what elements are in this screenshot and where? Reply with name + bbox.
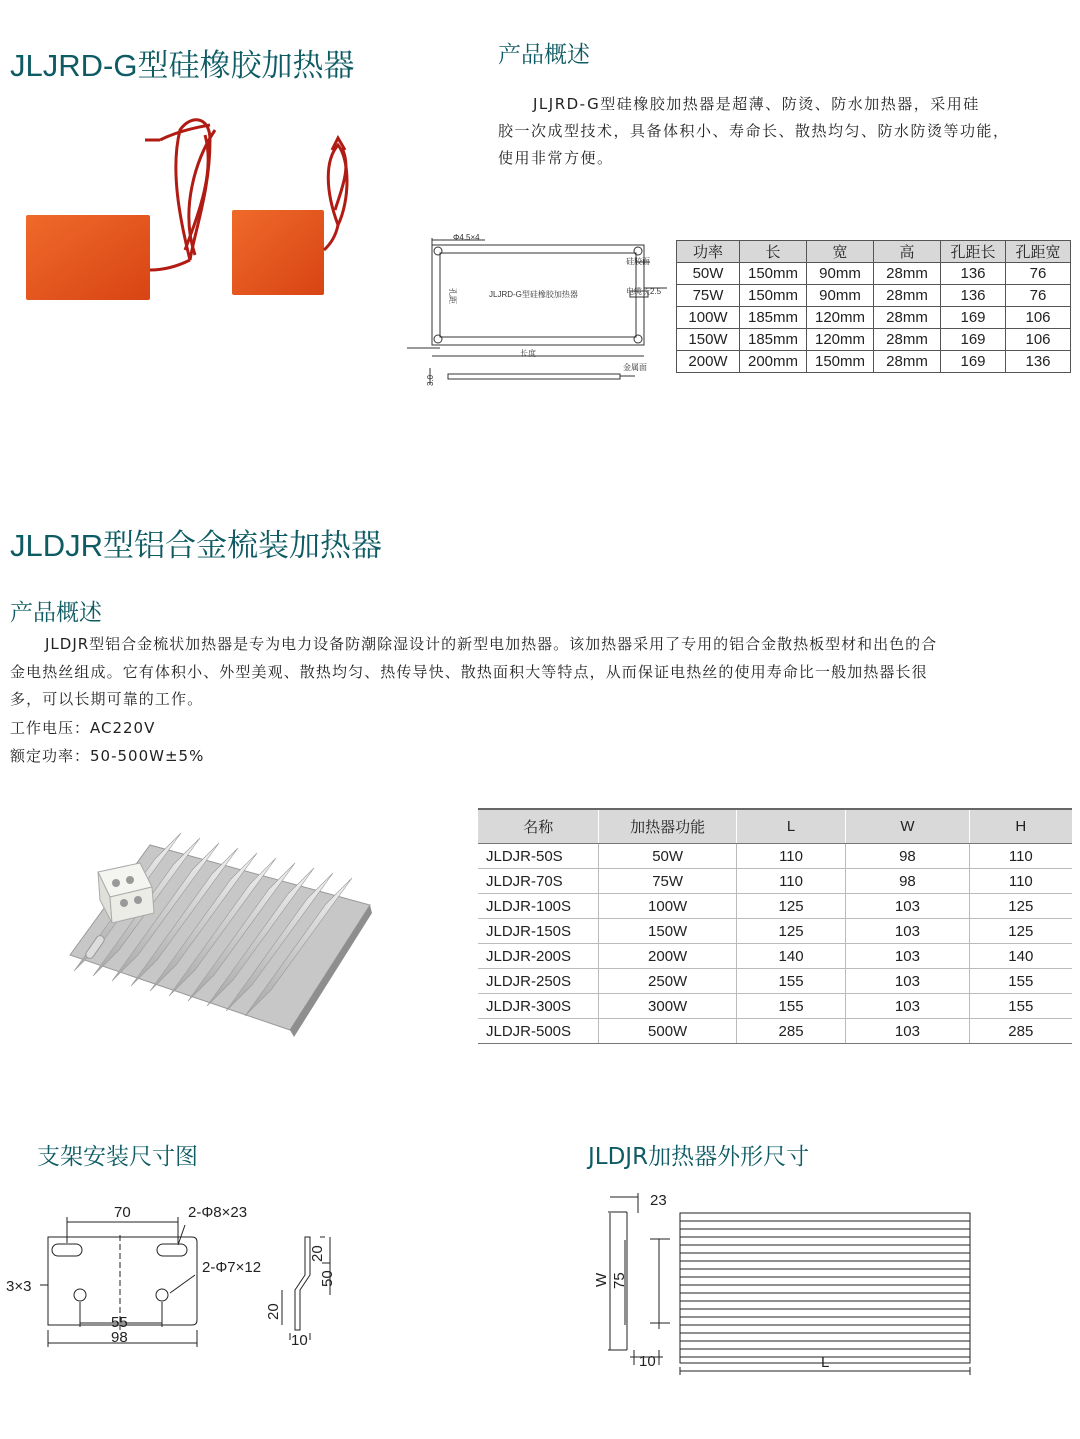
table-cell: 28mm [874,263,941,285]
outline-drawing [580,1185,980,1380]
table-cell: 155 [969,994,1072,1019]
section2-overview-line: 多，可以长期可靠的工作。 [10,690,204,708]
table-row [677,307,1071,329]
table-cell: 75W [599,869,736,894]
table-header-cell: 功率 [677,241,740,263]
table-cell: 28mm [874,329,941,351]
table-cell: 110 [969,869,1072,894]
table-cell: 500W [599,1019,736,1044]
outline-title: JLDJR加热器外形尺寸 [588,1144,810,1170]
section2-title: JLDJR型铝合金梳装加热器 [10,528,383,563]
table-cell: 98 [846,844,969,869]
table-row [478,1019,1072,1044]
dim-l: L [821,1354,830,1371]
dim-10: 10 [639,1353,656,1370]
silicone-heater-drawing [405,228,677,388]
table-cell: 155 [736,994,845,1019]
section2-overview-line: 金电热丝组成。它有体积小、外型美观、散热均匀、热传导快、散热面积大等特点，从而保证电热丝的使用寿命比一般加热器长很 [10,663,928,681]
dim-50: 50 [319,1270,336,1287]
table-header-cell: H [969,809,1072,844]
table-cell: 136 [941,285,1006,307]
table-cell: 90mm [807,285,874,307]
table-cell: 185mm [740,329,807,351]
aluminum-heater-photo [60,825,380,1040]
bracket-drawing [0,1195,380,1360]
table-cell: 28mm [874,351,941,373]
bracket-title: 支架安装尺寸图 [37,1144,198,1170]
slot-label: 2-Φ8×23 [188,1204,248,1221]
section1-overview-line: 使用非常方便。 [498,149,614,167]
table-cell: 50W [677,263,740,285]
table-cell: 125 [736,919,845,944]
table-cell: 155 [969,969,1072,994]
table-cell: 285 [969,1019,1072,1044]
table-cell: 110 [736,869,845,894]
table-cell: 169 [941,307,1006,329]
table-row [677,263,1071,285]
corner-label: 3×3 [6,1278,32,1295]
table-cell: JLDJR-300S [478,994,599,1019]
table-cell: 150W [599,919,736,944]
table-row [478,944,1072,969]
hole-distance-label: 孔距 [448,288,457,304]
aluminum-spec-table [478,808,1072,1044]
table-row [478,994,1072,1019]
table-cell: 150mm [740,285,807,307]
table-cell: 98 [846,869,969,894]
table-row [478,919,1072,944]
table-cell: JLDJR-200S [478,944,599,969]
table-cell: 200mm [740,351,807,373]
table-cell: 150W [677,329,740,351]
dim-70: 70 [114,1204,131,1221]
section1-title: JLJRD-G型硅橡胶加热器 [10,48,355,83]
section1-overview-heading: 产品概述 [498,42,590,68]
table-cell: 76 [1006,285,1071,307]
diagram-center-label: JLJRD-G型硅橡胶加热器 [489,290,578,299]
table-cell: 103 [846,919,969,944]
table-cell: 110 [969,844,1072,869]
table-cell: 185mm [740,307,807,329]
voltage-spec: 工作电压：AC220V [10,719,156,737]
silicone-face-label: 硅胶面 [626,257,650,266]
table-cell: 120mm [807,307,874,329]
table-cell: 150mm [740,263,807,285]
dim-55: 55 [111,1314,128,1331]
table-header-cell: 孔距长 [941,241,1006,263]
table-cell: 100W [677,307,740,329]
table-cell: 28mm [874,285,941,307]
table-row [478,869,1072,894]
hole-label: 2-Φ7×12 [202,1259,262,1276]
hole-diameter-label: Φ4.5×4 [453,233,480,242]
table-cell: 28mm [874,307,941,329]
table-cell: 250W [599,969,736,994]
table-cell: JLDJR-150S [478,919,599,944]
table-cell: 103 [846,969,969,994]
table-cell: 125 [736,894,845,919]
table-row [677,351,1071,373]
table-header-cell: 加热器功能 [599,809,736,844]
table-header-cell: 孔距宽 [1006,241,1071,263]
table-cell: 110 [736,844,845,869]
table-row [677,329,1071,351]
table-header-cell: L [736,809,845,844]
table-cell: 106 [1006,329,1071,351]
section2-overview-heading: 产品概述 [10,600,102,626]
table-cell: 103 [846,944,969,969]
table-cell: 90mm [807,263,874,285]
table-cell: 106 [1006,307,1071,329]
table-cell: 150mm [807,351,874,373]
table-cell: 136 [1006,351,1071,373]
dim-20-bottom: 20 [265,1303,282,1320]
table-row [478,894,1072,919]
table-row [478,969,1072,994]
dim-10: 10 [291,1332,308,1349]
table-cell: 103 [846,894,969,919]
dim-20-top: 20 [309,1245,326,1262]
power-spec: 额定功率：50-500W±5% [10,747,205,765]
table-cell: JLDJR-100S [478,894,599,919]
table-cell: JLDJR-250S [478,969,599,994]
table-cell: 300W [599,994,736,1019]
metal-face-label: 金属面 [623,363,647,372]
section1-overview-line: 胶一次成型技术，具备体积小、寿命长、散热均匀、防水防烫等功能， [498,122,1010,140]
table-cell: 200W [677,351,740,373]
table-cell: JLDJR-70S [478,869,599,894]
silicone-heater-photo [20,110,370,315]
table-cell: 136 [941,263,1006,285]
dim-98: 98 [111,1329,128,1346]
table-cell: 200W [599,944,736,969]
table-cell: 103 [846,994,969,1019]
table-cell: JLDJR-500S [478,1019,599,1044]
table-cell: 140 [736,944,845,969]
cable-length-label: 电缆长2.5 [626,287,662,296]
table-header-cell: W [846,809,969,844]
table-header-cell: 长 [740,241,807,263]
table-cell: 169 [941,351,1006,373]
thickness-label: 3.0 [426,374,435,386]
table-cell: 50W [599,844,736,869]
dim-w: W [593,1272,610,1287]
table-header-cell: 高 [874,241,941,263]
table-header-cell: 名称 [478,809,599,844]
table-cell: 100W [599,894,736,919]
length-label: 长度 [520,349,536,358]
table-cell: 140 [969,944,1072,969]
table-header-cell: 宽 [807,241,874,263]
table-cell: 285 [736,1019,845,1044]
silicone-spec-table [676,240,1071,373]
table-row [478,844,1072,869]
section2-overview-line: JLDJR型铝合金梳状加热器是专为电力设备防潮除湿设计的新型电加热器。该加热器采用了专用的铝合金散热板型材和出色的合 [45,635,938,653]
dim-23: 23 [650,1192,667,1209]
table-cell: JLDJR-50S [478,844,599,869]
table-row [677,285,1071,307]
table-cell: 155 [736,969,845,994]
table-cell: 120mm [807,329,874,351]
table-cell: 76 [1006,263,1071,285]
table-cell: 125 [969,894,1072,919]
table-cell: 169 [941,329,1006,351]
table-cell: 75W [677,285,740,307]
section1-overview-line: JLJRD-G型硅橡胶加热器是超薄、防烫、防水加热器，采用硅 [533,95,980,113]
table-cell: 125 [969,919,1072,944]
table-cell: 103 [846,1019,969,1044]
dim-75: 75 [611,1272,628,1289]
